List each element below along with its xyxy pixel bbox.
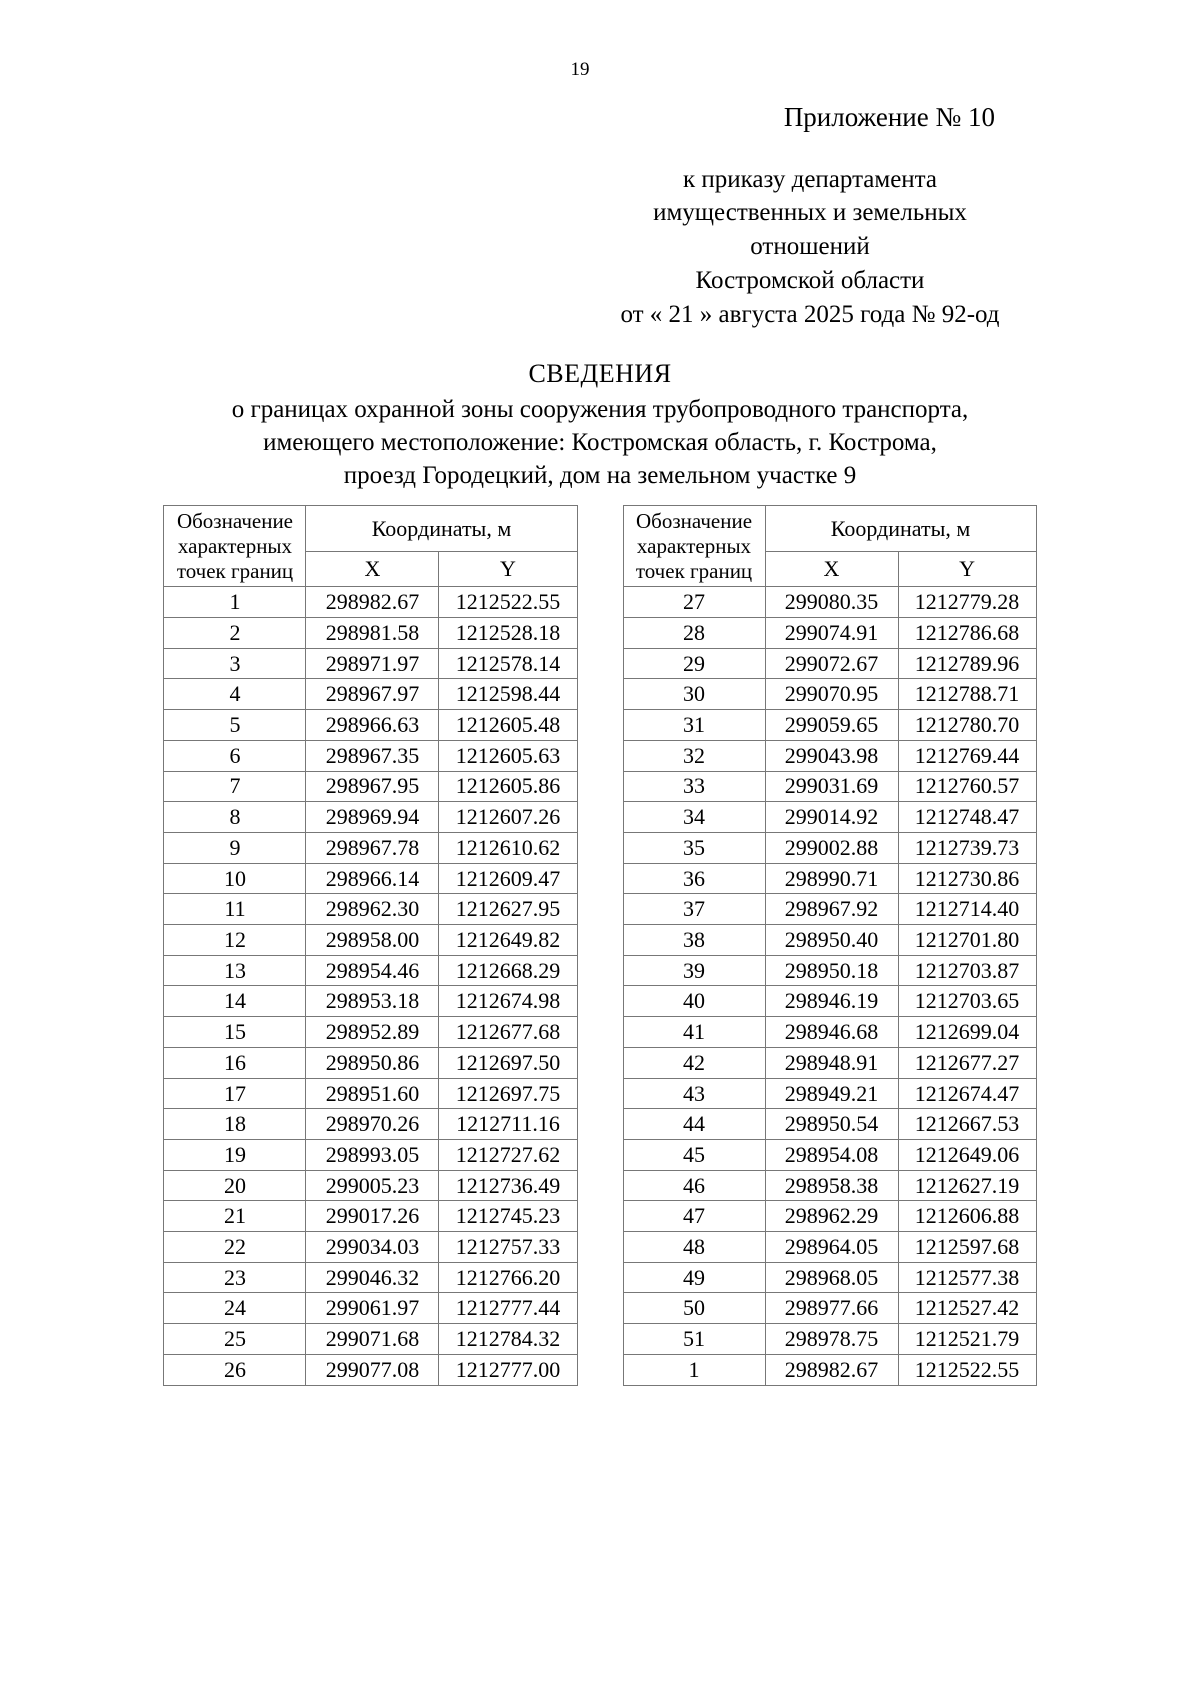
header-line-2: характерных (636, 533, 752, 558)
cell-coordinate-y: 1212522.55 (439, 587, 577, 618)
order-line-1: к приказу департамента (682, 165, 938, 193)
cell-coordinate-x: 299072.67 (765, 648, 898, 679)
cell-coordinate-x: 298954.08 (765, 1139, 898, 1170)
cell-coordinate-y: 1212674.98 (439, 986, 577, 1017)
cell-point-number: 5 (164, 710, 306, 741)
page-number: 19 (570, 59, 590, 80)
cell-coordinate-y: 1212577.38 (898, 1262, 1036, 1293)
cell-coordinate-y: 1212527.42 (898, 1293, 1036, 1324)
table-row (164, 863, 577, 894)
cell-point-number: 35 (623, 832, 765, 863)
cell-point-number: 38 (623, 925, 765, 956)
cell-coordinate-y: 1212701.80 (898, 925, 1036, 956)
table-row (164, 710, 577, 741)
cell-point-number: 22 (164, 1232, 306, 1263)
cell-coordinate-x: 298982.67 (306, 587, 439, 618)
cell-coordinate-y: 1212777.44 (439, 1293, 577, 1324)
table-row (164, 1017, 577, 1048)
cell-point-number: 19 (164, 1139, 306, 1170)
cell-point-number: 42 (623, 1047, 765, 1078)
table-row (623, 955, 1036, 986)
cell-coordinate-y: 1212649.82 (439, 925, 577, 956)
cell-point-number: 11 (164, 894, 306, 925)
cell-point-number: 28 (623, 618, 765, 649)
cell-coordinate-x: 298946.68 (765, 1017, 898, 1048)
table-row (164, 1293, 577, 1324)
cell-coordinate-y: 1212610.62 (439, 832, 577, 863)
cell-coordinate-x: 298977.66 (765, 1293, 898, 1324)
cell-point-number: 20 (164, 1170, 306, 1201)
cell-point-number: 16 (164, 1047, 306, 1078)
cell-point-number: 40 (623, 986, 765, 1017)
cell-coordinate-y: 1212521.79 (898, 1324, 1036, 1355)
cell-coordinate-y: 1212697.50 (439, 1047, 577, 1078)
header-line-1: Обозначение (635, 509, 753, 533)
header-point-designation (164, 506, 306, 587)
cell-coordinate-y: 1212703.87 (898, 955, 1036, 986)
cell-point-number: 6 (164, 740, 306, 771)
table-row (164, 1109, 577, 1140)
header-line-1: Обозначение (176, 509, 293, 533)
table-row (164, 1078, 577, 1109)
table-row (623, 1324, 1036, 1355)
cell-coordinate-y: 1212788.71 (898, 679, 1036, 710)
table-header-row (164, 506, 577, 552)
table-row (164, 1201, 577, 1232)
cell-point-number: 12 (164, 925, 306, 956)
cell-coordinate-y: 1212780.70 (898, 710, 1036, 741)
cell-point-number: 15 (164, 1017, 306, 1048)
cell-point-number: 25 (164, 1324, 306, 1355)
cell-point-number: 8 (164, 802, 306, 833)
table-row (623, 1139, 1036, 1170)
cell-coordinate-y: 1212627.95 (439, 894, 577, 925)
cell-coordinate-y: 1212736.49 (439, 1170, 577, 1201)
table-row (623, 802, 1036, 833)
table-row (623, 710, 1036, 741)
table-row (164, 802, 577, 833)
table-row (623, 832, 1036, 863)
table-row (623, 863, 1036, 894)
cell-coordinate-y: 1212784.32 (439, 1324, 577, 1355)
cell-coordinate-x: 298966.63 (306, 710, 439, 741)
header-y: Y (898, 551, 1036, 586)
cell-point-number: 2 (164, 618, 306, 649)
cell-coordinate-y: 1212607.26 (439, 802, 577, 833)
table-body-left (164, 587, 577, 1385)
cell-coordinate-x: 298952.89 (306, 1017, 439, 1048)
table-row (623, 925, 1036, 956)
cell-point-number: 9 (164, 832, 306, 863)
cell-coordinate-x: 298949.21 (765, 1078, 898, 1109)
cell-coordinate-x: 298958.00 (306, 925, 439, 956)
table-row (164, 648, 577, 679)
cell-coordinate-y: 1212605.48 (439, 710, 577, 741)
cell-coordinate-x: 298951.60 (306, 1078, 439, 1109)
cell-coordinate-x: 298962.29 (765, 1201, 898, 1232)
table-row (623, 1201, 1036, 1232)
table-row (164, 1139, 577, 1170)
cell-point-number: 36 (623, 863, 765, 894)
cell-coordinate-x: 298946.19 (765, 986, 898, 1017)
table-row (623, 1017, 1036, 1048)
cell-point-number: 13 (164, 955, 306, 986)
header-line-3: точек границ (635, 558, 753, 583)
cell-coordinate-y: 1212730.86 (898, 863, 1036, 894)
table-row (623, 1047, 1036, 1078)
table-row (623, 986, 1036, 1017)
cell-coordinate-x: 299071.68 (306, 1324, 439, 1355)
cell-coordinate-y: 1212605.86 (439, 771, 577, 802)
cell-coordinate-x: 299002.88 (765, 832, 898, 863)
cell-coordinate-y: 1212627.19 (898, 1170, 1036, 1201)
cell-point-number: 1 (623, 1354, 765, 1385)
cell-point-number: 49 (623, 1262, 765, 1293)
cell-coordinate-y: 1212667.53 (898, 1109, 1036, 1140)
cell-coordinate-y: 1212769.44 (898, 740, 1036, 771)
cell-point-number: 18 (164, 1109, 306, 1140)
subtitle-line-3: проезд Городецкий, дом на земельном участке 9 (343, 462, 857, 490)
cell-coordinate-y: 1212745.23 (439, 1201, 577, 1232)
cell-coordinate-y: 1212711.16 (439, 1109, 577, 1140)
cell-coordinate-y: 1212703.65 (898, 986, 1036, 1017)
table-row (623, 1293, 1036, 1324)
table-row (164, 986, 577, 1017)
table-row (623, 587, 1036, 618)
table-row (164, 618, 577, 649)
cell-point-number: 48 (623, 1232, 765, 1263)
header-x: X (306, 551, 439, 586)
order-line-5: от « 21 » августа 2025 года № 92-од (620, 300, 1000, 328)
cell-point-number: 26 (164, 1354, 306, 1385)
cell-coordinate-x: 298967.95 (306, 771, 439, 802)
cell-coordinate-x: 298978.75 (765, 1324, 898, 1355)
cell-coordinate-x: 299059.65 (765, 710, 898, 741)
order-line-3: отношений (750, 233, 870, 261)
cell-coordinate-y: 1212668.29 (439, 955, 577, 986)
cell-coordinate-x: 299014.92 (765, 802, 898, 833)
table-row (623, 648, 1036, 679)
cell-point-number: 32 (623, 740, 765, 771)
cell-point-number: 10 (164, 863, 306, 894)
cell-coordinate-y: 1212757.33 (439, 1232, 577, 1263)
cell-coordinate-y: 1212598.44 (439, 679, 577, 710)
table-row (623, 771, 1036, 802)
document-subtitle (0, 393, 1200, 493)
cell-coordinate-x: 298953.18 (306, 986, 439, 1017)
cell-point-number: 27 (623, 587, 765, 618)
cell-coordinate-x: 298964.05 (765, 1232, 898, 1263)
cell-coordinate-x: 299074.91 (765, 618, 898, 649)
table-row (623, 1170, 1036, 1201)
cell-coordinate-y: 1212760.57 (898, 771, 1036, 802)
table-row (164, 1324, 577, 1355)
cell-coordinate-x: 298967.92 (765, 894, 898, 925)
cell-coordinate-y: 1212786.68 (898, 618, 1036, 649)
table-row (623, 740, 1036, 771)
table-row (164, 740, 577, 771)
table-row (623, 679, 1036, 710)
cell-coordinate-x: 298969.94 (306, 802, 439, 833)
table-row (164, 1262, 577, 1293)
cell-point-number: 14 (164, 986, 306, 1017)
table-row (623, 618, 1036, 649)
cell-coordinate-x: 298950.54 (765, 1109, 898, 1140)
order-line-2: имущественных и земельных (653, 199, 967, 227)
cell-point-number: 50 (623, 1293, 765, 1324)
table-row (623, 1354, 1036, 1385)
cell-point-number: 47 (623, 1201, 765, 1232)
header-coordinates: Координаты, м (765, 506, 1036, 552)
cell-coordinate-x: 298990.71 (765, 863, 898, 894)
cell-coordinate-x: 298982.67 (765, 1354, 898, 1385)
header-line-2: характерных (177, 533, 293, 558)
cell-coordinate-y: 1212714.40 (898, 894, 1036, 925)
cell-coordinate-y: 1212789.96 (898, 648, 1036, 679)
table-row (623, 1078, 1036, 1109)
cell-coordinate-x: 298967.35 (306, 740, 439, 771)
header-line-3: точек границ (176, 558, 294, 583)
cell-coordinate-x: 298950.86 (306, 1047, 439, 1078)
cell-point-number: 45 (623, 1139, 765, 1170)
cell-coordinate-y: 1212605.63 (439, 740, 577, 771)
cell-coordinate-x: 298958.38 (765, 1170, 898, 1201)
cell-coordinate-x: 298967.78 (306, 832, 439, 863)
cell-point-number: 46 (623, 1170, 765, 1201)
cell-point-number: 3 (164, 648, 306, 679)
table-row (164, 587, 577, 618)
cell-coordinate-x: 298968.05 (765, 1262, 898, 1293)
cell-coordinate-x: 299043.98 (765, 740, 898, 771)
table-row (164, 1170, 577, 1201)
cell-point-number: 24 (164, 1293, 306, 1324)
table-header-row (623, 506, 1036, 552)
appendix-header (0, 100, 1200, 331)
cell-point-number: 21 (164, 1201, 306, 1232)
table-row (164, 925, 577, 956)
cell-coordinate-x: 299061.97 (306, 1293, 439, 1324)
appendix-title: Приложение № 10 (783, 102, 995, 132)
cell-coordinate-y: 1212528.18 (439, 618, 577, 649)
cell-point-number: 31 (623, 710, 765, 741)
cell-coordinate-y: 1212727.62 (439, 1139, 577, 1170)
cell-coordinate-x: 298967.97 (306, 679, 439, 710)
cell-coordinate-x: 299031.69 (765, 771, 898, 802)
cell-point-number: 29 (623, 648, 765, 679)
cell-coordinate-x: 298993.05 (306, 1139, 439, 1170)
cell-coordinate-y: 1212597.68 (898, 1232, 1036, 1263)
table-row (164, 1354, 577, 1385)
cell-coordinate-y: 1212699.04 (898, 1017, 1036, 1048)
header-x: X (765, 551, 898, 586)
coordinates-table-left (163, 505, 577, 1386)
cell-coordinate-x: 298962.30 (306, 894, 439, 925)
table-row (623, 894, 1036, 925)
document-title-block (0, 357, 1200, 493)
cell-coordinate-y: 1212766.20 (439, 1262, 577, 1293)
cell-coordinate-x: 299005.23 (306, 1170, 439, 1201)
cell-coordinate-x: 299077.08 (306, 1354, 439, 1385)
order-line-4: Костромской области (695, 266, 925, 294)
table-row (164, 832, 577, 863)
table-row (164, 679, 577, 710)
cell-coordinate-x: 298971.97 (306, 648, 439, 679)
cell-coordinate-x: 298970.26 (306, 1109, 439, 1140)
cell-point-number: 41 (623, 1017, 765, 1048)
cell-coordinate-y: 1212677.27 (898, 1047, 1036, 1078)
cell-coordinate-y: 1212578.14 (439, 648, 577, 679)
cell-point-number: 30 (623, 679, 765, 710)
cell-point-number: 4 (164, 679, 306, 710)
cell-coordinate-x: 298950.18 (765, 955, 898, 986)
coordinates-tables (0, 505, 1200, 1380)
cell-point-number: 39 (623, 955, 765, 986)
cell-point-number: 43 (623, 1078, 765, 1109)
table-row (164, 1047, 577, 1078)
cell-point-number: 1 (164, 587, 306, 618)
cell-point-number: 7 (164, 771, 306, 802)
table-row (164, 955, 577, 986)
cell-point-number: 51 (623, 1324, 765, 1355)
cell-coordinate-y: 1212649.06 (898, 1139, 1036, 1170)
table-row (623, 1232, 1036, 1263)
cell-coordinate-x: 298981.58 (306, 618, 439, 649)
cell-coordinate-y: 1212677.68 (439, 1017, 577, 1048)
table-row (164, 894, 577, 925)
cell-coordinate-x: 299034.03 (306, 1232, 439, 1263)
cell-coordinate-y: 1212609.47 (439, 863, 577, 894)
cell-coordinate-y: 1212739.73 (898, 832, 1036, 863)
subtitle-line-1: о границах охранной зоны сооружения трубопроводного транспорта, (231, 395, 969, 423)
cell-point-number: 17 (164, 1078, 306, 1109)
cell-coordinate-y: 1212522.55 (898, 1354, 1036, 1385)
cell-coordinate-x: 298950.40 (765, 925, 898, 956)
coordinates-table-right (623, 505, 1037, 1386)
order-reference (0, 163, 1200, 332)
table-body-right (623, 587, 1036, 1385)
table-row (164, 1232, 577, 1263)
table-row (623, 1262, 1036, 1293)
cell-coordinate-y: 1212779.28 (898, 587, 1036, 618)
subtitle-line-2: имеющего местоположение: Костромская область, г. Кострома, (263, 429, 937, 457)
cell-coordinate-x: 299017.26 (306, 1201, 439, 1232)
cell-coordinate-x: 298948.91 (765, 1047, 898, 1078)
cell-coordinate-y: 1212606.88 (898, 1201, 1036, 1232)
page-title: СВЕДЕНИЯ (528, 359, 672, 388)
cell-point-number: 44 (623, 1109, 765, 1140)
table-row (164, 771, 577, 802)
cell-coordinate-x: 299046.32 (306, 1262, 439, 1293)
header-point-designation (623, 506, 765, 587)
cell-coordinate-y: 1212777.00 (439, 1354, 577, 1385)
header-y: Y (439, 551, 577, 586)
cell-point-number: 23 (164, 1262, 306, 1293)
cell-coordinate-x: 299080.35 (765, 587, 898, 618)
cell-point-number: 37 (623, 894, 765, 925)
cell-coordinate-y: 1212748.47 (898, 802, 1036, 833)
cell-coordinate-x: 298954.46 (306, 955, 439, 986)
cell-coordinate-x: 299070.95 (765, 679, 898, 710)
table-row (623, 1109, 1036, 1140)
cell-coordinate-x: 298966.14 (306, 863, 439, 894)
cell-point-number: 34 (623, 802, 765, 833)
header-coordinates: Координаты, м (306, 506, 577, 552)
cell-coordinate-y: 1212674.47 (898, 1078, 1036, 1109)
cell-coordinate-y: 1212697.75 (439, 1078, 577, 1109)
cell-point-number: 33 (623, 771, 765, 802)
